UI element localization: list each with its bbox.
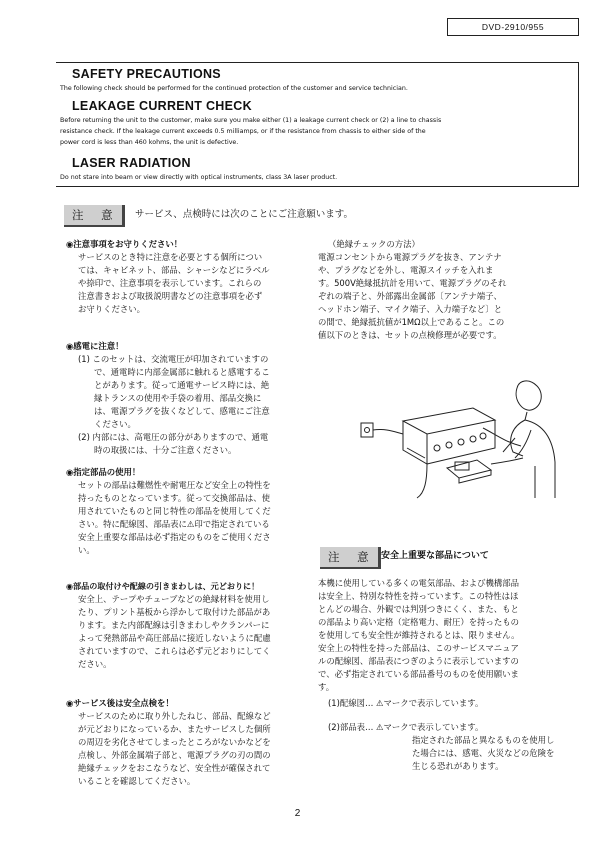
text-line: す。500V絶縁抵抗計を用いて、電源プラグのそれ (318, 278, 507, 288)
text-line: とんどの場合、外観では判別つきにくく、また、もと (318, 604, 519, 614)
text-line: は安全上、特別な特性を持っています。この特性はほ (318, 591, 519, 601)
text-line: たり、プリント基板から浮かして取付けた部品があ (78, 607, 271, 617)
section-title: ◉部品の取付けや配線の引きまわしは、元どおりに！ (66, 581, 260, 591)
text-line: さい。特に配線図、部品表に⚠印で指定されている (78, 519, 270, 529)
text-line: いることを確認してください。 (78, 776, 196, 786)
leakage-line-2: resistance check. If the leakage current exceeds 0.5 milliamps, or if the resistance from chassis to either side of the (60, 128, 426, 135)
text-line: ります。また内部配線は引きまわしやクランパーに (78, 620, 270, 630)
text-line: 用されていたものと同じ特性の部品を使用してくだ (78, 506, 271, 516)
text-line: 縁トランスの使用や手袋の着用、部品交換に (94, 393, 262, 403)
text-line: で、必ず指定されている部品番号のものを使用願いま (318, 669, 519, 679)
text-line: 点検し、外部金属端子部と、電源プラグの刃の間の (78, 750, 271, 760)
text-line: サービスのために取り外したねじ、部品、配線など (78, 711, 271, 721)
text-line: 安全上、テープやチューブなどの絶縁材料を使用し (78, 594, 270, 604)
model-number: DVD-2910/955 (447, 18, 579, 36)
insulation-test-illustration (355, 368, 565, 503)
notice-label-2: 注 意 (320, 547, 381, 569)
laser-heading: LASER RADIATION (72, 156, 191, 170)
text-line: 注意書きおよび取扱説明書などの注意事項を必ず (78, 291, 263, 301)
text-line: 安全上重要な部品は必ず指定のものをご使用くださ (78, 532, 271, 542)
notice-label: 注 意 (64, 205, 125, 227)
section-title: ◉注意事項をお守りください！ (66, 239, 183, 249)
section-specified-parts (66, 466, 310, 557)
text-line: (2) 内部には、高電圧の部分がありますので、通電 (78, 432, 269, 442)
list-item: (2)部品表… ⚠マークで表示しています。 (328, 722, 484, 732)
text-line: 指定された部品と異なるものを使用し (412, 735, 555, 745)
text-line: ださい。 (78, 659, 112, 669)
text-line: の間で、絶縁抵抗値が1MΩ以上であること。この (318, 317, 505, 327)
section-safety-check (66, 697, 310, 788)
text-line: セットの部品は難燃性や耐電圧など安全上の特性を (78, 480, 271, 490)
text-line: お守りください。 (78, 304, 145, 314)
notice-text: サービス、点検時には次のことにご注意願います。 (135, 209, 354, 220)
leakage-line-1: Before returning the unit to the customer, make sure you make either (1) a leakage current check or (2) a line to chassis (60, 117, 442, 124)
text-line: ては、キャビネット、部品、シャーシなどにラベル (78, 265, 270, 275)
leakage-line-3: power cord is less than 460 kohms, the unit is defective. (60, 139, 239, 146)
text-line: を使用しても安全性が維持されるとは、限りません。 (318, 630, 520, 640)
text-line: ヘッドホン端子、マイク端子、入力端子など〕と (318, 304, 503, 314)
section-title: ◉感電に注意！ (66, 341, 124, 351)
text-line: や捺印で、注意事項を表示しています。これらの (78, 278, 262, 288)
section-electric-shock (66, 340, 310, 457)
text-line: 時の取扱には、十分ご注意ください。 (94, 445, 237, 455)
section-title: ◉指定部品の使用！ (66, 467, 141, 477)
text-line: で、通電時に内部金属部に触れると感電するこ (94, 367, 270, 377)
text-line: とがあります。従って通電サービス時には、絶 (94, 380, 270, 390)
text-line: が元どおりになっているか、またサービスした個所 (78, 724, 271, 734)
text-line: 生じる恐れがあります。 (412, 761, 504, 771)
section-insulation-check (318, 238, 558, 342)
laser-text: Do not stare into beam or view directly with optical instruments, class 3A laser product. (60, 174, 338, 181)
text-line: い。 (78, 545, 95, 555)
text-line: (1) このセットは、交流電圧が印加されていますの (78, 354, 269, 364)
text-line: 本機に使用している多くの電気部品、および機構部品 (318, 578, 519, 588)
page-number: 2 (294, 808, 301, 819)
section-important-parts (318, 577, 564, 773)
text-line: す。 (318, 682, 335, 692)
list-item: (1)配線図… ⚠マークで表示しています。 (328, 698, 484, 708)
text-line: よって発熱部品や高圧部品に接近しないように配慮 (78, 633, 271, 643)
section-precautions (66, 238, 310, 316)
text-line: されていますので、これらは必ず元どおりにしてく (78, 646, 271, 656)
safety-text: The following check should be performed for the continued protection of the customer and service technician. (60, 85, 408, 92)
notice-text-2: 安全上重要な部品について (381, 551, 489, 561)
text-line: や、プラグなどを外し、電源スイッチを入れま (318, 265, 494, 275)
text-line: の周辺を劣化させてしまったところがないかなどを (78, 737, 271, 747)
text-line: 絶縁チェックをおこなうなど、安全性が確保されて (78, 763, 271, 773)
section-title: （絶縁チェックの方法） (328, 239, 420, 249)
text-line: ください。 (94, 419, 136, 429)
text-line: の部品より高い定格（定格電力、耐圧）を持ったもの (318, 617, 519, 627)
text-line: は、電源プラグを抜くなどして、感電にご注意 (94, 406, 270, 416)
text-line: 値以下のときは、セットの点検修理が必要です。 (318, 330, 502, 340)
text-line: サービスのとき特に注意を必要とする個所につい (78, 252, 263, 262)
section-title: ◉サービス後は安全点検を！ (66, 698, 174, 708)
text-line: ルの配線図、部品表につぎのように表示していますの (318, 656, 519, 666)
text-line: ぞれの端子と、外部露出金属部〔アンテナ端子、 (318, 291, 502, 301)
text-line: 安全上の特性を持った部品は、このサービスマニュア (318, 643, 519, 653)
text-line: た場合には、感電、火災などの危険を (412, 748, 555, 758)
section-wiring (66, 580, 312, 671)
leakage-heading: LEAKAGE CURRENT CHECK (72, 99, 252, 113)
safety-precautions-heading: SAFETY PRECAUTIONS (72, 67, 221, 81)
text-line: 電源コンセントから電源プラグを抜き、アンテナ (318, 252, 502, 262)
text-line: 持ったものとなっています。従って交換部品は、使 (78, 493, 270, 503)
